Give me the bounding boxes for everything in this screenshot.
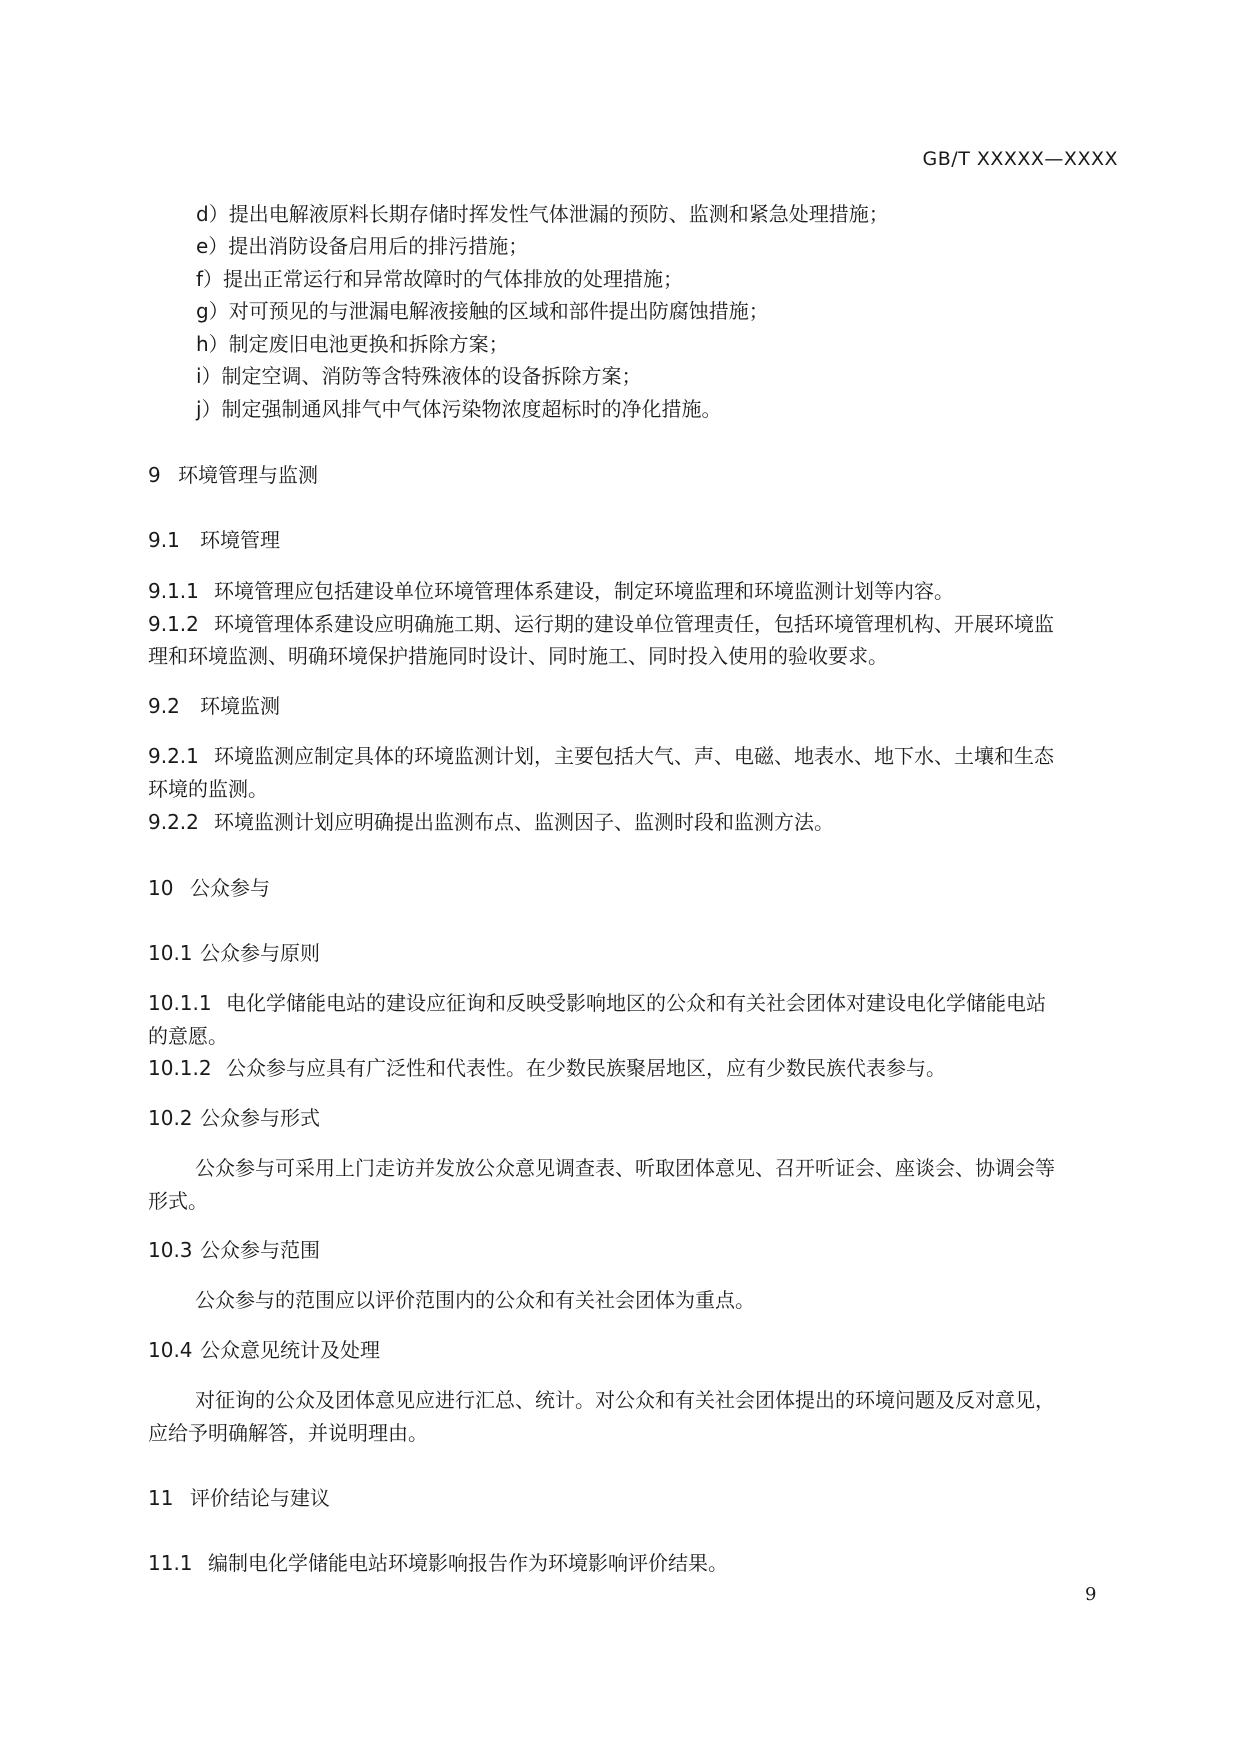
list-item: j）制定强制通风排气中气体污染物浓度超标时的净化措施。: [196, 397, 722, 421]
paragraph: 9.1.2 环境管理体系建设应明确施工期、运行期的建设单位管理责任，包括环境管理机构、开展环境监: [148, 612, 1054, 636]
list-item: d）提出电解液原料长期存储时挥发性气体泄漏的预防、监测和紧急处理措施；: [196, 202, 889, 226]
subsection-heading: 10.4 公众意见统计及处理: [148, 1338, 380, 1362]
list-item: g）对可预见的与泄漏电解液接触的区域和部件提出防腐蚀措施；: [196, 299, 769, 323]
list-item: e）提出消防设备启用后的排污措施；: [196, 234, 529, 258]
document-code: GB/T XXXXX—XXXX: [922, 148, 1118, 170]
page-number: 9: [1085, 1584, 1097, 1605]
paragraph: 9.2.1 环境监测应制定具体的环境监测计划，主要包括大气、声、电磁、地表水、地下水、土壤和生态: [148, 744, 1054, 768]
list-item: h）制定废旧电池更换和拆除方案；: [196, 332, 509, 356]
paragraph-continuation: 形式。: [148, 1189, 208, 1213]
paragraph-continuation: 理和环境监测、明确环境保护措施同时设计、同时施工、同时投入使用的验收要求。: [148, 644, 888, 668]
paragraph: 公众参与可采用上门走访并发放公众意见调查表、听取团体意见、召开听证会、座谈会、协调会等: [195, 1156, 1055, 1180]
subsection-heading: 9.2 环境监测: [148, 694, 280, 718]
subsection-heading: 10.3 公众参与范围: [148, 1238, 320, 1262]
paragraph: 11.1 编制电化学储能电站环境影响报告作为环境影响评价结果。: [148, 1551, 728, 1575]
subsection-heading: 9.1 环境管理: [148, 528, 280, 552]
section-heading: 9 环境管理与监测: [148, 463, 318, 487]
paragraph: 10.1.2 公众参与应具有广泛性和代表性。在少数民族聚居地区，应有少数民族代表参与。: [148, 1056, 946, 1080]
paragraph: 公众参与的范围应以评价范围内的公众和有关社会团体为重点。: [195, 1288, 755, 1312]
section-heading: 11 评价结论与建议: [148, 1486, 330, 1510]
subsection-heading: 10.1 公众参与原则: [148, 941, 320, 965]
paragraph: 9.2.2 环境监测计划应明确提出监测布点、监测因子、监测时段和监测方法。: [148, 810, 834, 834]
paragraph-continuation: 的意愿。: [148, 1024, 228, 1048]
list-item: f）提出正常运行和异常故障时的气体排放的处理措施；: [196, 267, 684, 291]
list-item: i）制定空调、消防等含特殊液体的设备拆除方案；: [196, 364, 642, 388]
paragraph-continuation: 应给予明确解答，并说明理由。: [148, 1421, 428, 1445]
paragraph: 对征询的公众及团体意见应进行汇总、统计。对公众和有关社会团体提出的环境问题及反对意见，: [195, 1388, 1055, 1412]
section-heading: 10 公众参与: [148, 876, 270, 900]
paragraph: 10.1.1 电化学储能电站的建设应征询和反映受影响地区的公众和有关社会团体对建设电化学储能电站: [148, 991, 1046, 1015]
paragraph: 9.1.1 环境管理应包括建设单位环境管理体系建设，制定环境监理和环境监测计划等内容。: [148, 579, 954, 603]
paragraph-continuation: 环境的监测。: [148, 777, 268, 801]
subsection-heading: 10.2 公众参与形式: [148, 1106, 320, 1130]
